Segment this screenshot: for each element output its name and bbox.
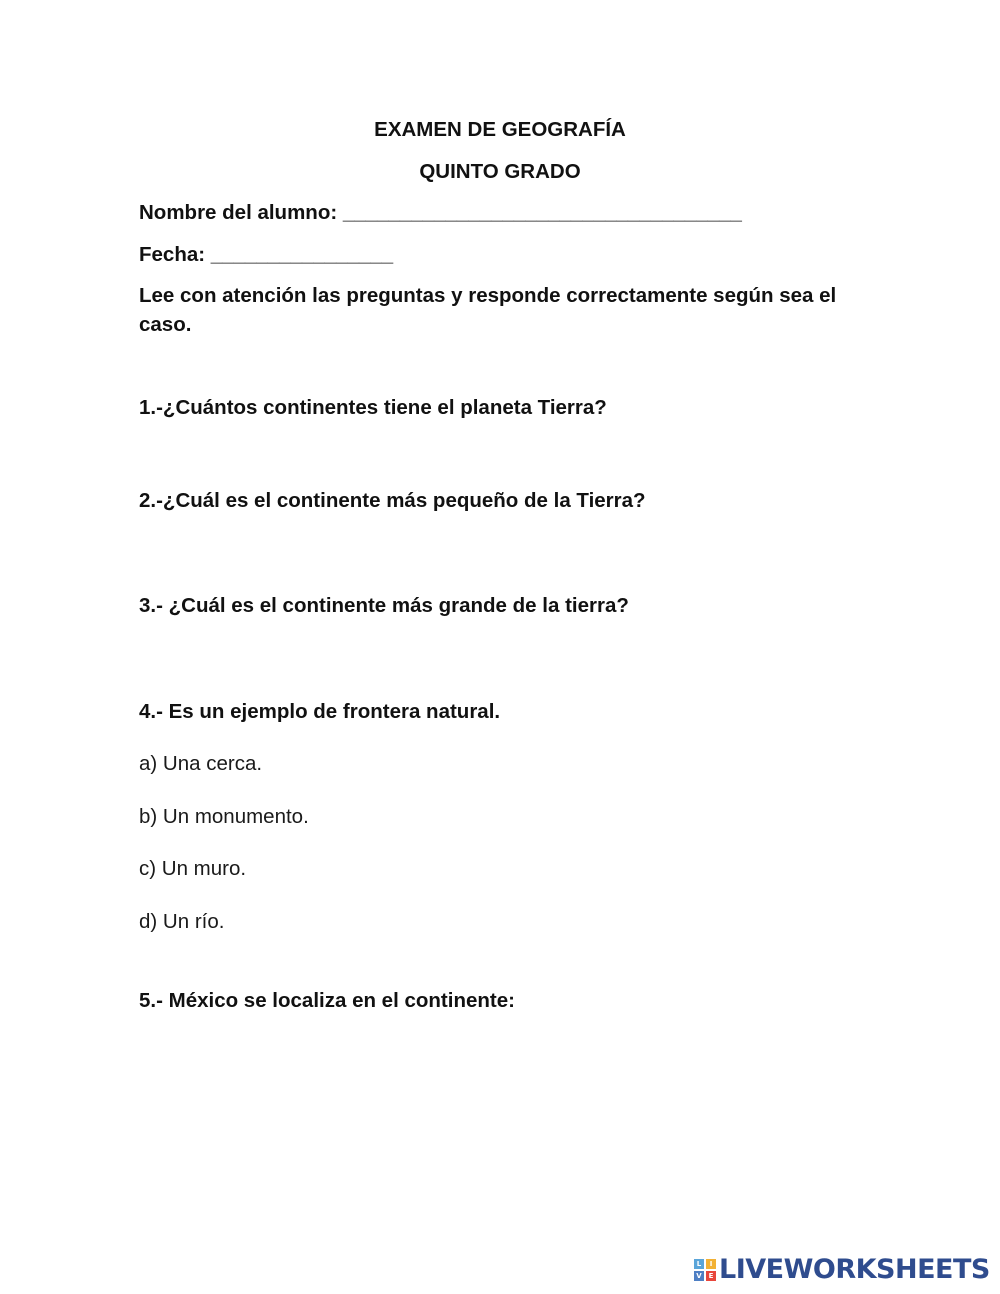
logo-mark-letter: E [706,1271,716,1281]
option-c[interactable]: c) Un muro. [139,857,247,880]
exam-title: EXAMEN DE GEOGRAFÍA [374,118,626,141]
liveworksheets-logo [694,1255,990,1285]
student-name-field[interactable]: Nombre del alumno: ___________________________________ [139,201,742,224]
instructions: Lee con atención las preguntas y responde correctamente según sea el caso. [139,284,837,336]
logo-mark-letter: V [694,1271,704,1281]
logo-mark-icon [694,1259,716,1281]
option-b[interactable]: b) Un monumento. [139,805,309,828]
question-3: 3.- ¿Cuál es el continente más grande de la tierra? [139,594,629,617]
logo-text: LIVEWORKSHEETS [719,1254,990,1285]
question-2: 2.-¿Cuál es el continente más pequeño de la Tierra? [139,489,646,512]
question-5: 5.- México se localiza en el continente: [139,989,515,1012]
date-field[interactable]: Fecha: ________________ [139,243,394,266]
option-d[interactable]: d) Un río. [139,910,225,933]
question-4: 4.- Es un ejemplo de frontera natural. [139,700,501,723]
grade-subtitle: QUINTO GRADO [419,160,581,183]
logo-mark-letter: L [694,1259,704,1269]
question-1: 1.-¿Cuántos continentes tiene el planeta Tierra? [139,396,607,419]
logo-mark-letter: I [706,1259,716,1269]
option-a[interactable]: a) Una cerca. [139,752,263,775]
